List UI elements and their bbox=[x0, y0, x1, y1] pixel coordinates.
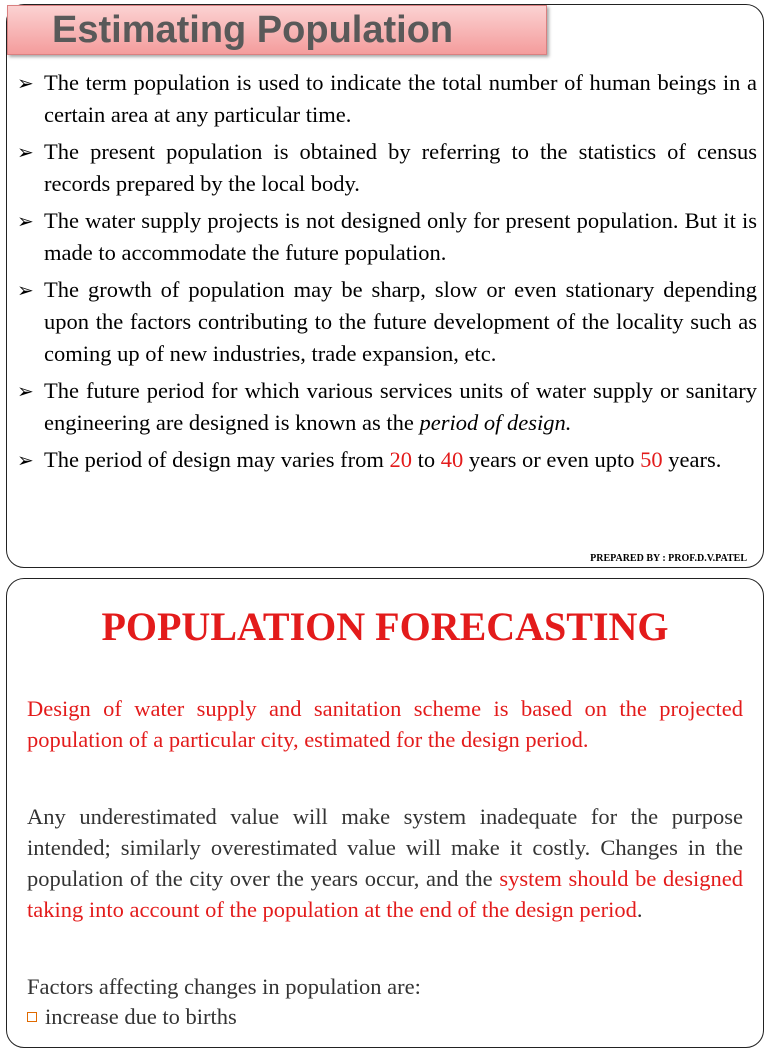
bullet-text: The period of design may varies from bbox=[44, 447, 390, 472]
bullet-item bbox=[17, 375, 757, 439]
arrow-bullet-icon: ➢ bbox=[17, 379, 34, 403]
bullet-text: The term population is used to indicate the total number of human beings in a certain area at any particular time. bbox=[44, 70, 757, 127]
slide-population-forecasting bbox=[6, 578, 764, 1048]
bullet-text: The growth of population may be sharp, slow or even stationary depending upon the factors contributing to the future development of the locality such as coming up of new industries, trade expansion, etc. bbox=[44, 277, 757, 366]
bullet-item bbox=[17, 444, 757, 476]
estimation-paragraph bbox=[27, 801, 743, 925]
bullet-item bbox=[17, 136, 757, 200]
period-of-design-term: period of design. bbox=[419, 410, 572, 435]
bullet-list bbox=[17, 67, 757, 481]
highlighted-text: system should be designed taking into account of the population at the end of the design period bbox=[27, 866, 743, 922]
years-value-40: 40 bbox=[440, 447, 464, 472]
arrow-bullet-icon: ➢ bbox=[17, 71, 34, 95]
slide-title: POPULATION FORECASTING bbox=[101, 604, 669, 649]
arrow-bullet-icon: ➢ bbox=[17, 140, 34, 164]
title-banner bbox=[7, 5, 547, 55]
bullet-text: years. bbox=[662, 447, 722, 472]
bullet-item bbox=[17, 205, 757, 269]
years-value-20: 20 bbox=[389, 447, 413, 472]
years-value-50: 50 bbox=[640, 447, 663, 472]
factors-heading: Factors affecting changes in population are: bbox=[27, 974, 421, 999]
intro-paragraph: Design of water supply and sanitation scheme is based on the projected population of a particular city, estimated for the design period. bbox=[27, 696, 743, 752]
bullet-item bbox=[17, 67, 757, 131]
arrow-bullet-icon: ➢ bbox=[17, 209, 34, 233]
square-bullet-icon bbox=[27, 1012, 37, 1022]
factor-text: increase due to births bbox=[45, 1004, 237, 1029]
footer-credit: PREPARED BY : PROF.D.V.PATEL bbox=[590, 553, 747, 564]
paragraph-text: Any underestimated value will make system inadequate for the purpose intended; similarly overestimated value will make it costly. Changes in the population of the city over the years occur, and the bbox=[27, 804, 743, 891]
bullet-item bbox=[17, 274, 757, 370]
factor-list-item bbox=[27, 1001, 743, 1032]
bullet-text: The future period for which various services units of water supply or sanitary engineering are designed is known as the bbox=[44, 378, 757, 435]
bullet-text: The water supply projects is not designed only for present population. But it is made to accommodate the future population. bbox=[44, 208, 757, 265]
paragraph-text: . bbox=[636, 897, 643, 922]
slide-estimating-population bbox=[6, 4, 764, 568]
arrow-bullet-icon: ➢ bbox=[17, 448, 34, 472]
bullet-text: to bbox=[412, 447, 441, 472]
arrow-bullet-icon: ➢ bbox=[17, 278, 34, 302]
bullet-text: The present population is obtained by referring to the statistics of census records prepared by the local body. bbox=[44, 139, 757, 196]
bullet-text: years or even upto bbox=[463, 447, 641, 472]
slide-title: Estimating Population bbox=[52, 8, 454, 51]
